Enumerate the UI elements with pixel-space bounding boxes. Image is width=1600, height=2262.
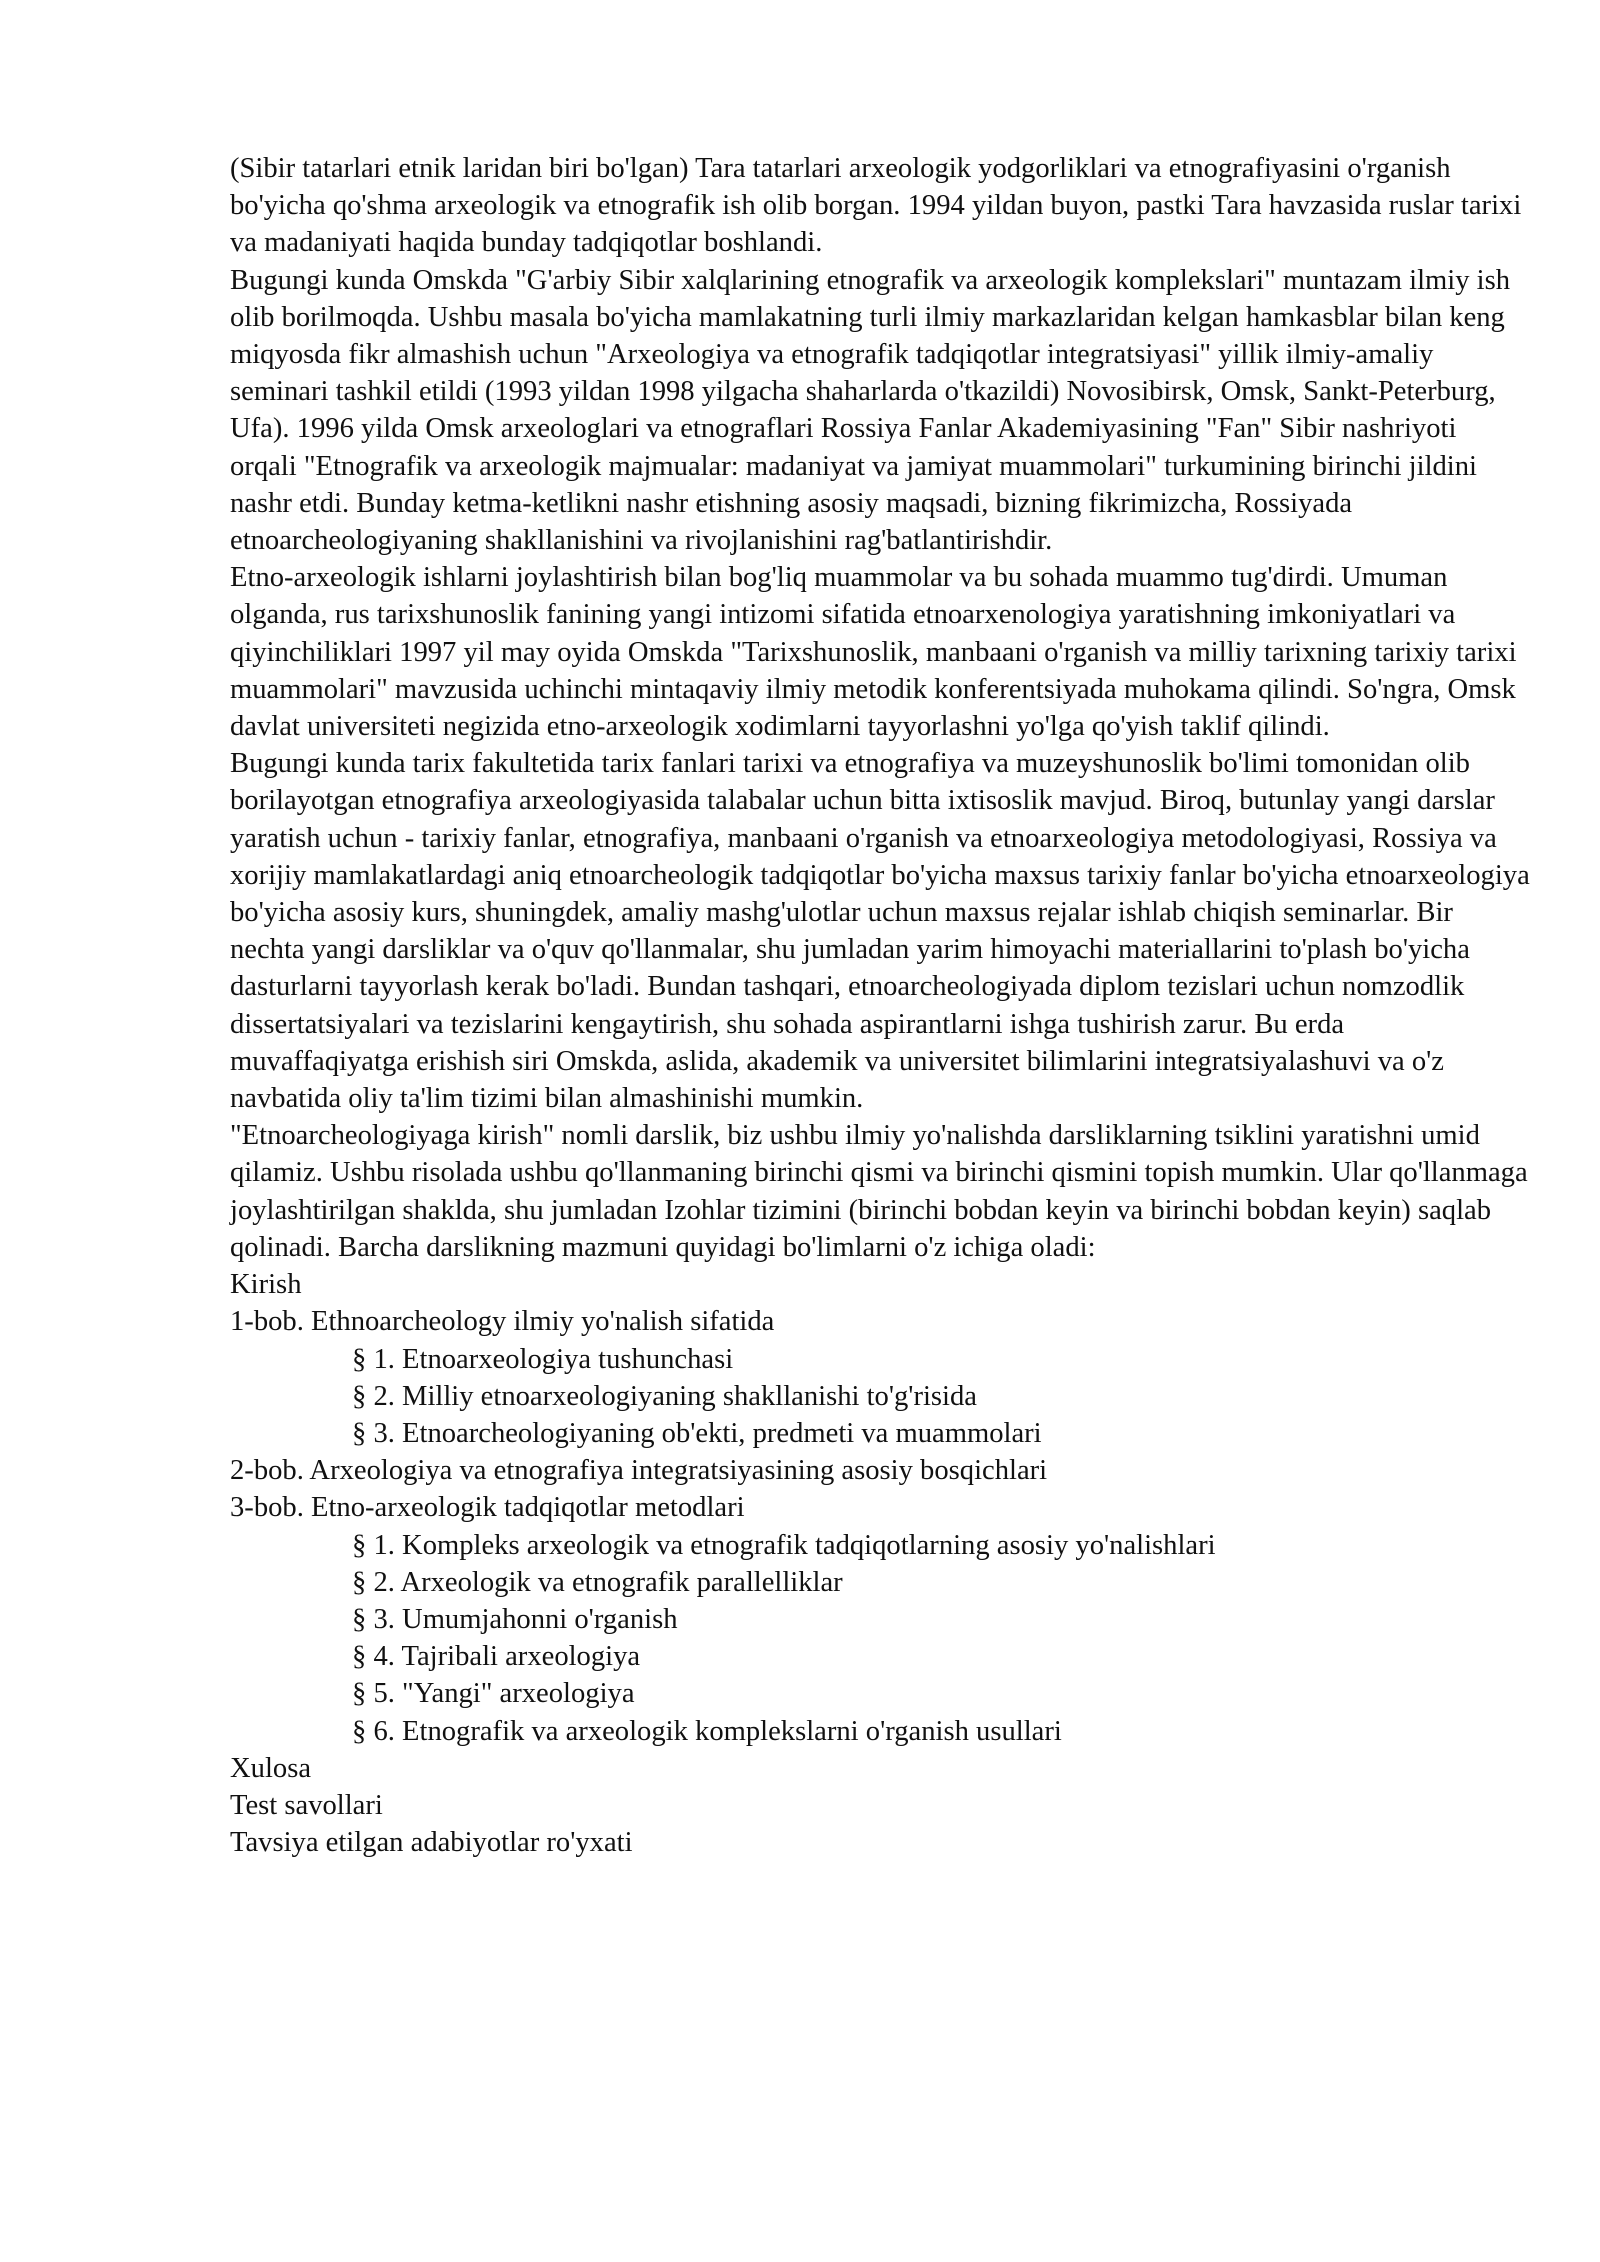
toc-section: § 1. Etnoarxeologiya tushunchasi [352,1343,734,1375]
toc-section: § 1. Kompleks arxeologik va etnografik tadqiqotlarning asosiy yo'nalishlari [352,1529,1216,1561]
toc-section: § 4. Tajribali arxeologiya [352,1641,641,1673]
toc-chapter: 2-bob. Arxeologiya va etnografiya integratsiyasining asosiy bosqichlari [230,1455,1048,1487]
body-paragraph: Etno-arxeologik ishlarni joylashtirish bilan bog'liq muammolar va bu sohada muammo tug'dirdi. Umuman olganda, rus tarixshunoslik fanining yangi intizomi sifatida etnoarxenologiya yaratishning imkoniyatlari va qiyinchiliklari 1997 yil may oyida Omskda "Tarixshunoslik, manbaani o'rganish va milliy tarixning tarixiy tarixi muammolari" mavzusida uchinchi mintaqaviy ilmiy metodik konferentsiyada muhokama qilindi. So'ngra, Omsk davlat universiteti negizida etno-arxeologik xodimlarni tayyorlashni yo'lga qo'yish taklif qilindi. [230,562,1517,743]
toc-section: § 2. Milliy etnoarxeologiyaning shakllanishi to'g'risida [352,1380,977,1412]
toc-section: § 2. Arxeologik va etnografik parallelliklar [352,1566,843,1598]
body-paragraph: Bugungi kunda Omskda "G'arbiy Sibir xalqlarining etnografik va arxeologik komplekslari" muntazam ilmiy ish olib borilmoqda. Ushbu masala bo'yicha mamlakatning turli ilmiy markazlaridan kelgan hamkasblar bilan keng miqyosda fikr almashish uchun "Arxeologiya va etnografik tadqiqotlar integratsiyasi" yillik ilmiy-amaliy seminari tashkil etildi (1993 yildan 1998 yilgacha shaharlarda o'tkazildi) Novosibirsk, Omsk, Sankt-Peterburg, Ufa). 1996 yilda Omsk arxeologlari va etnograflari Rossiya Fanlar Akademiyasining "Fan" Sibir nashriyoti orqali "Etnografik va arxeologik majmualar: madaniyat va jamiyat muammolari" turkumining birinchi jildini nashr etdi. Bunday ketma-ketlikni nashr etishning asosiy maqsadi, bizning fikrimizcha, Rossiyada etnoarcheologiyaning shakllanishini va rivojlanishini rag'batlantirishdir. [230,264,1511,557]
toc-section: § 3. Umumjahonni o'rganish [352,1603,678,1635]
body-paragraph: Bugungi kunda tarix fakultetida tarix fanlari tarixi va etnografiya va muzeyshunoslik bo'limi tomonidan olib borilayotgan etnografiya arxeologiyasida talabalar uchun bitta ixtisoslik mavjud. Biroq, butunlay yangi darslar yaratish uchun - tarixiy fanlar, etnografiya, manbaani o'rganish va etnoarxeologiya metodologiyasi, Rossiya va xorijiy mamlakatlardagi aniq etnoarcheologik tadqiqotlar bo'yicha maxsus tarixiy fanlar bo'yicha etnoarxeologiya bo'yicha asosiy kurs, shuningdek, amaliy mashg'ulotlar uchun maxsus rejalar ishlab chiqish seminarlar. Bir nechta yangi darsliklar va o'quv qo'llanmalar, shu jumladan yarim himoyachi materiallarini to'plash bo'yicha dasturlarni tayyorlash kerak bo'ladi. Bundan tashqari, etnoarcheologiyada diplom tezislari uchun nomzodlik dissertatsiyalari va tezislarini kengaytirish, shu sohada aspirantlarni ishga tushirish zarur. Bu erda muvaffaqiyatga erishish siri Omskda, aslida, akademik va universitet bilimlarini integratsiyalashuvi va o'z navbatida oliy ta'lim tizimi bilan almashinishi mumkin. [230,748,1530,1115]
toc-entry-test-questions: Test savollari [230,1789,383,1821]
document-page [230,150,1530,1861]
toc-entry-references: Tavsiya etilgan adabiyotlar ro'yxati [230,1827,633,1859]
toc-chapter: 1-bob. Ethnoarcheology ilmiy yo'nalish sifatida [230,1306,775,1338]
body-paragraph: "Etnoarcheologiyaga kirish" nomli darslik, biz ushbu ilmiy yo'nalishda darsliklarning tsiklini yaratishni umid qilamiz. Ushbu risolada ushbu qo'llanmaning birinchi qismi va birinchi qismini topish mumkin. Ular qo'llanmaga joylashtirilgan shaklda, shu jumladan Izohlar tizimini (birinchi bobdan keyin va birinchi bobdan keyin) saqlab qolinadi. Barcha darslikning mazmuni quyidagi bo'limlarni o'z ichiga oladi: [230,1120,1528,1263]
toc-section: § 6. Etnografik va arxeologik komplekslarni o'rganish usullari [352,1715,1062,1747]
toc-section: § 5. "Yangi" arxeologiya [352,1678,635,1710]
toc-entry-conclusion: Xulosa [230,1752,312,1784]
toc-entry-intro: Kirish [230,1269,302,1301]
table-of-contents [230,1266,1530,1861]
body-paragraph: (Sibir tatarlari etnik laridan biri bo'lgan) Tara tatarlari arxeologik yodgorliklari va etnografiyasini o'rganish bo'yicha qo'shma arxeologik va etnografik ish olib borgan. 1994 yildan buyon, pastki Tara havzasida ruslar tarixi va madaniyati haqida bunday tadqiqotlar boshlandi. [230,153,1522,259]
toc-section: § 3. Etnoarcheologiyaning ob'ekti, predmeti va muammolari [352,1417,1042,1449]
toc-chapter: 3-bob. Etno-arxeologik tadqiqotlar metodlari [230,1492,745,1524]
